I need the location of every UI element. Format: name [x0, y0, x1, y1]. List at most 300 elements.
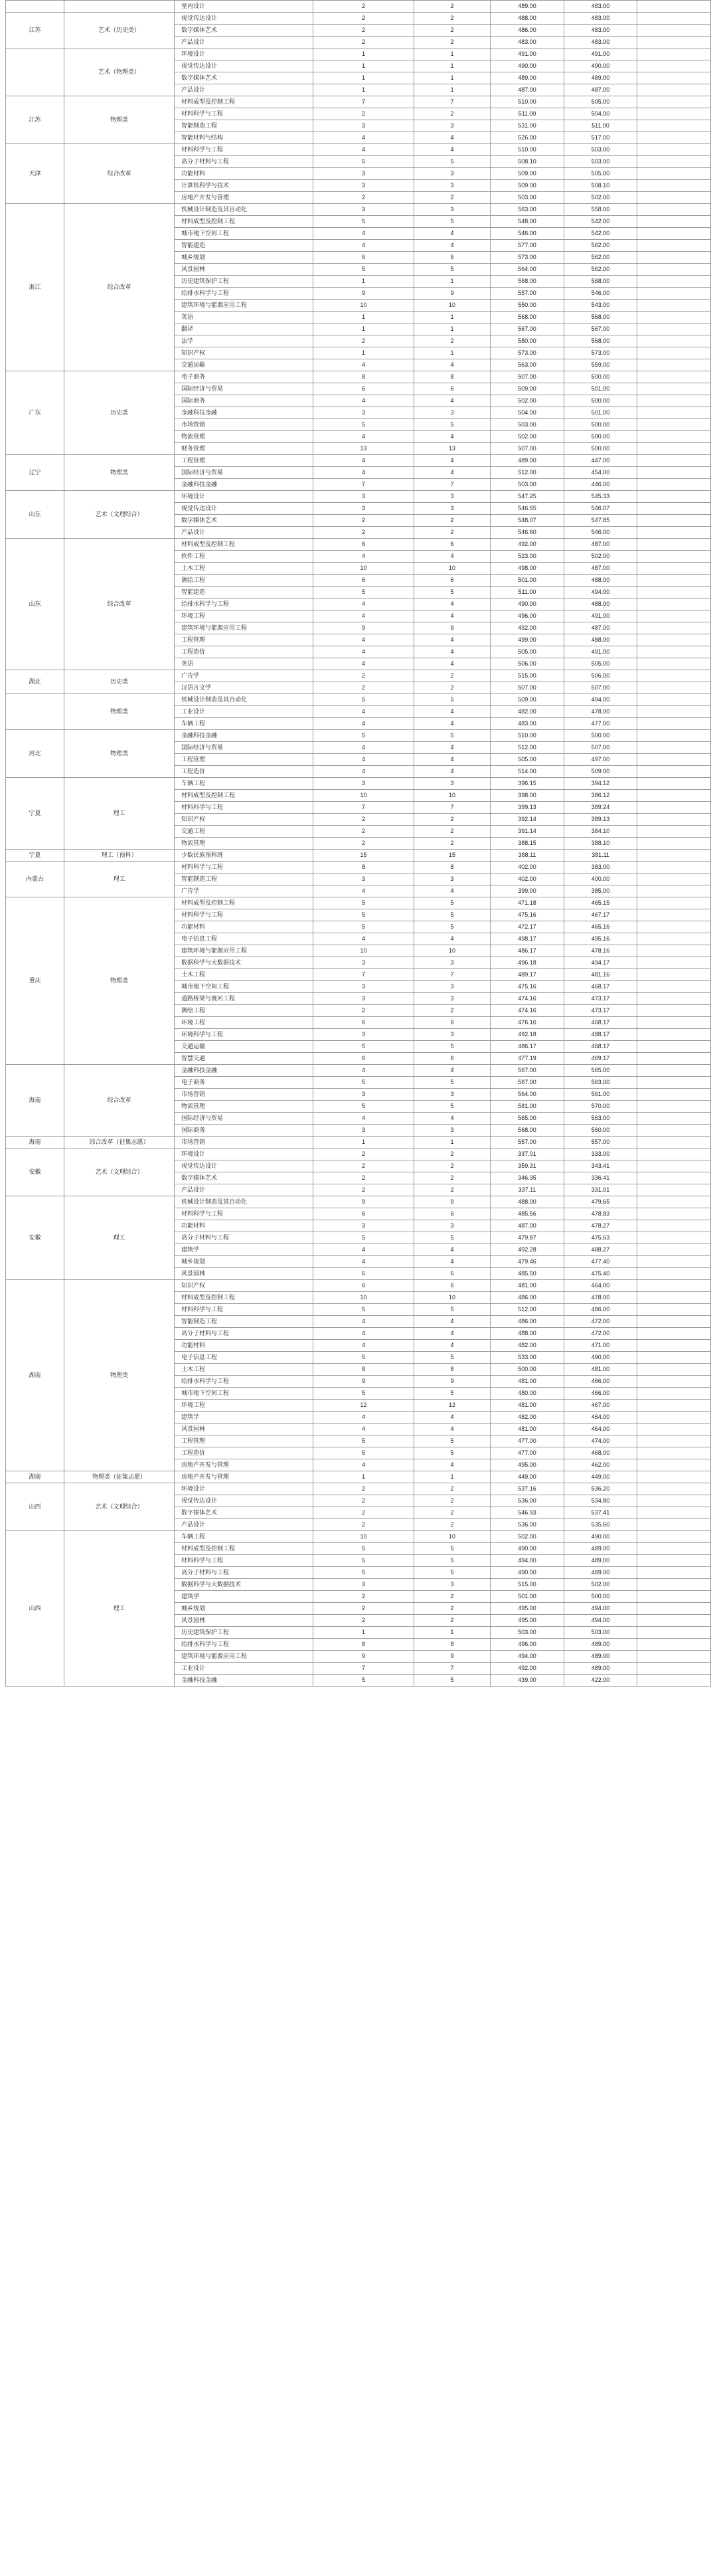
max-score-cell: 511.00: [491, 108, 564, 120]
admitted-count-cell: 6: [414, 252, 491, 264]
max-score-cell: 509.00: [491, 180, 564, 192]
major-name-cell: 工程造价: [175, 766, 313, 778]
major-name-cell: 智能建造: [175, 587, 313, 598]
rank-cell: [637, 1029, 711, 1041]
plan-count-cell: 5: [313, 921, 414, 933]
plan-count-cell: 1: [313, 48, 414, 60]
max-score-cell: 475.16: [491, 981, 564, 993]
plan-count-cell: 1: [313, 276, 414, 288]
admitted-count-cell: 4: [414, 359, 491, 371]
max-score-cell: 359.31: [491, 1160, 564, 1172]
rank-cell: [637, 838, 711, 850]
rank-cell: [637, 1591, 711, 1603]
max-score-cell: 503.00: [491, 1627, 564, 1639]
min-score-cell: 422.00: [564, 1675, 637, 1687]
admitted-count-cell: 4: [414, 1459, 491, 1471]
rank-cell: [637, 1663, 711, 1675]
min-score-cell: 468.17: [564, 1041, 637, 1053]
major-name-cell: 物流管理: [175, 1101, 313, 1113]
admitted-count-cell: 7: [414, 479, 491, 491]
min-score-cell: 560.00: [564, 1125, 637, 1137]
rank-cell: [637, 1412, 711, 1424]
plan-count-cell: 12: [313, 1400, 414, 1412]
min-score-cell: 488.00: [564, 598, 637, 610]
max-score-cell: 490.00: [491, 60, 564, 72]
max-score-cell: 498.00: [491, 563, 564, 575]
admitted-count-cell: 9: [414, 288, 491, 300]
plan-count-cell: 4: [313, 646, 414, 658]
min-score-cell: 568.00: [564, 312, 637, 323]
min-score-cell: 545.33: [564, 491, 637, 503]
rank-cell: [637, 455, 711, 467]
rank-cell: [637, 874, 711, 885]
admitted-count-cell: 4: [414, 706, 491, 718]
max-score-cell: 486.17: [491, 945, 564, 957]
rank-cell: [637, 1065, 711, 1077]
rank-cell: [637, 1208, 711, 1220]
admitted-count-cell: 4: [414, 132, 491, 144]
province-cell: 重庆: [6, 897, 64, 1065]
plan-count-cell: 2: [313, 1519, 414, 1531]
plan-count-cell: 2: [313, 192, 414, 204]
plan-count-cell: 10: [313, 300, 414, 312]
min-score-cell: 464.00: [564, 1412, 637, 1424]
max-score-cell: 507.00: [491, 682, 564, 694]
rank-cell: [637, 1125, 711, 1137]
min-score-cell: 507.00: [564, 682, 637, 694]
major-name-cell: 金融科技金融: [175, 407, 313, 419]
category-cell: 理工: [64, 862, 175, 897]
max-score-cell: 514.00: [491, 766, 564, 778]
major-name-cell: 材料成型及控制工程: [175, 1292, 313, 1304]
rank-cell: [637, 862, 711, 874]
max-score-cell: 499.00: [491, 634, 564, 646]
admitted-count-cell: 2: [414, 814, 491, 826]
max-score-cell: 402.00: [491, 862, 564, 874]
max-score-cell: 503.00: [491, 192, 564, 204]
category-cell: [64, 1, 175, 13]
table-row: [6, 897, 711, 909]
plan-count-cell: 5: [313, 1543, 414, 1555]
max-score-cell: 483.00: [491, 37, 564, 48]
admitted-count-cell: 5: [414, 419, 491, 431]
major-name-cell: 工程管理: [175, 754, 313, 766]
province-cell: 江苏: [6, 13, 64, 48]
rank-cell: [637, 1268, 711, 1280]
major-name-cell: 国际经济与贸易: [175, 467, 313, 479]
plan-count-cell: 4: [313, 1459, 414, 1471]
max-score-cell: 507.00: [491, 371, 564, 383]
plan-count-cell: 5: [313, 587, 414, 598]
plan-count-cell: 5: [313, 1447, 414, 1459]
major-name-cell: 机械设计制造及其自动化: [175, 1196, 313, 1208]
min-score-cell: 542.00: [564, 228, 637, 240]
admitted-count-cell: 4: [414, 1113, 491, 1125]
max-score-cell: 509.00: [491, 694, 564, 706]
major-name-cell: 知识产权: [175, 347, 313, 359]
min-score-cell: 331.01: [564, 1184, 637, 1196]
admitted-count-cell: 2: [414, 13, 491, 25]
major-name-cell: 智能制造工程: [175, 1316, 313, 1328]
admitted-count-cell: 6: [414, 1280, 491, 1292]
rank-cell: [637, 323, 711, 335]
min-score-cell: 487.00: [564, 84, 637, 96]
major-name-cell: 物流管理: [175, 838, 313, 850]
major-name-cell: 功能材料: [175, 1340, 313, 1352]
rank-cell: [637, 228, 711, 240]
admitted-count-cell: 4: [414, 551, 491, 563]
rank-cell: [637, 1160, 711, 1172]
major-name-cell: 建筑环境与能源应用工程: [175, 1651, 313, 1663]
category-cell: 综合改革: [64, 539, 175, 670]
plan-count-cell: 5: [313, 264, 414, 276]
plan-count-cell: 4: [313, 1244, 414, 1256]
plan-count-cell: 10: [313, 790, 414, 802]
major-name-cell: 材料成型及控制工程: [175, 216, 313, 228]
table-row: [6, 204, 711, 216]
min-score-cell: 561.00: [564, 1089, 637, 1101]
min-score-cell: 478.00: [564, 1292, 637, 1304]
rank-cell: [637, 981, 711, 993]
rank-cell: [637, 634, 711, 646]
admitted-count-cell: 4: [414, 933, 491, 945]
min-score-cell: 488.00: [564, 634, 637, 646]
min-score-cell: 505.00: [564, 168, 637, 180]
max-score-cell: 396.15: [491, 778, 564, 790]
table-row: [6, 1471, 711, 1483]
plan-count-cell: 5: [313, 1555, 414, 1567]
admitted-count-cell: 3: [414, 180, 491, 192]
admitted-count-cell: 6: [414, 539, 491, 551]
plan-count-cell: 4: [313, 742, 414, 754]
plan-count-cell: 8: [313, 1639, 414, 1651]
rank-cell: [637, 359, 711, 371]
max-score-cell: 485.56: [491, 1208, 564, 1220]
plan-count-cell: 4: [313, 395, 414, 407]
admitted-count-cell: 5: [414, 909, 491, 921]
admitted-count-cell: 13: [414, 443, 491, 455]
min-score-cell: 535.60: [564, 1519, 637, 1531]
min-score-cell: 388.10: [564, 838, 637, 850]
plan-count-cell: 4: [313, 933, 414, 945]
major-name-cell: 土木工程: [175, 563, 313, 575]
rank-cell: [637, 144, 711, 156]
min-score-cell: 500.00: [564, 443, 637, 455]
rank-cell: [637, 754, 711, 766]
province-cell: 天津: [6, 144, 64, 204]
max-score-cell: 472.17: [491, 921, 564, 933]
max-score-cell: 546.00: [491, 228, 564, 240]
rank-cell: [637, 419, 711, 431]
major-name-cell: 环境设计: [175, 48, 313, 60]
plan-count-cell: 2: [313, 515, 414, 527]
max-score-cell: 477.19: [491, 1053, 564, 1065]
max-score-cell: 488.00: [491, 1196, 564, 1208]
category-cell: 物理类: [64, 455, 175, 491]
max-score-cell: 501.00: [491, 1591, 564, 1603]
plan-count-cell: 4: [313, 455, 414, 467]
plan-count-cell: 5: [313, 897, 414, 909]
plan-count-cell: 13: [313, 443, 414, 455]
admitted-count-cell: 2: [414, 1603, 491, 1615]
rank-cell: [637, 300, 711, 312]
rank-cell: [637, 598, 711, 610]
plan-count-cell: 4: [313, 885, 414, 897]
admitted-count-cell: 6: [414, 1017, 491, 1029]
admitted-count-cell: 3: [414, 1579, 491, 1591]
plan-count-cell: 1: [313, 1137, 414, 1149]
admitted-count-cell: 2: [414, 1519, 491, 1531]
rank-cell: [637, 192, 711, 204]
admitted-count-cell: 3: [414, 993, 491, 1005]
admitted-count-cell: 7: [414, 969, 491, 981]
plan-count-cell: 5: [313, 1352, 414, 1364]
rank-cell: [637, 527, 711, 539]
admitted-count-cell: 1: [414, 84, 491, 96]
min-score-cell: 471.00: [564, 1340, 637, 1352]
rank-cell: [637, 252, 711, 264]
major-name-cell: 给排水科学与工程: [175, 288, 313, 300]
min-score-cell: 491.00: [564, 610, 637, 622]
rank-cell: [637, 933, 711, 945]
min-score-cell: 473.17: [564, 1005, 637, 1017]
admitted-count-cell: 8: [414, 862, 491, 874]
min-score-cell: 489.00: [564, 1651, 637, 1663]
max-score-cell: 557.00: [491, 1137, 564, 1149]
rank-cell: [637, 622, 711, 634]
rank-cell: [637, 96, 711, 108]
major-name-cell: 产品设计: [175, 84, 313, 96]
max-score-cell: 563.00: [491, 204, 564, 216]
min-score-cell: 546.07: [564, 503, 637, 515]
major-name-cell: 建筑学: [175, 1244, 313, 1256]
plan-count-cell: 4: [313, 634, 414, 646]
table-row: [6, 778, 711, 790]
min-score-cell: 481.16: [564, 969, 637, 981]
plan-count-cell: 4: [313, 706, 414, 718]
plan-count-cell: 5: [313, 1304, 414, 1316]
plan-count-cell: 5: [313, 216, 414, 228]
major-name-cell: 视觉传达设计: [175, 503, 313, 515]
max-score-cell: 526.00: [491, 132, 564, 144]
admitted-count-cell: 3: [414, 491, 491, 503]
admitted-count-cell: 1: [414, 347, 491, 359]
min-score-cell: 503.00: [564, 1627, 637, 1639]
table-row: [6, 48, 711, 60]
admitted-count-cell: 9: [414, 1376, 491, 1388]
admitted-count-cell: 4: [414, 610, 491, 622]
major-name-cell: 城乡规划: [175, 1603, 313, 1615]
province-cell: 宁夏: [6, 778, 64, 850]
rank-cell: [637, 921, 711, 933]
province-cell: 海南: [6, 1137, 64, 1149]
rank-cell: [637, 897, 711, 909]
admitted-count-cell: 5: [414, 1352, 491, 1364]
rank-cell: [637, 1292, 711, 1304]
admitted-count-cell: 3: [414, 503, 491, 515]
rank-cell: [637, 539, 711, 551]
min-score-cell: 500.00: [564, 431, 637, 443]
min-score-cell: 468.17: [564, 981, 637, 993]
min-score-cell: 489.00: [564, 1663, 637, 1675]
max-score-cell: 482.00: [491, 1340, 564, 1352]
major-name-cell: 功能材料: [175, 168, 313, 180]
plan-count-cell: 5: [313, 1675, 414, 1687]
major-name-cell: 广告学: [175, 670, 313, 682]
min-score-cell: 477.00: [564, 718, 637, 730]
admitted-count-cell: 2: [414, 1483, 491, 1495]
category-cell: 物理类: [64, 96, 175, 144]
major-name-cell: 市场营销: [175, 1137, 313, 1149]
max-score-cell: 495.00: [491, 1459, 564, 1471]
major-name-cell: 知识产权: [175, 814, 313, 826]
province-cell: [6, 1, 64, 13]
min-score-cell: 546.00: [564, 527, 637, 539]
rank-cell: [637, 1388, 711, 1400]
rank-cell: [637, 742, 711, 754]
table-row: [6, 1531, 711, 1543]
rank-cell: [637, 13, 711, 25]
plan-count-cell: 4: [313, 1065, 414, 1077]
min-score-cell: 389.24: [564, 802, 637, 814]
admitted-count-cell: 4: [414, 742, 491, 754]
major-name-cell: 室内设计: [175, 1, 313, 13]
rank-cell: [637, 1340, 711, 1352]
plan-count-cell: 2: [313, 1615, 414, 1627]
plan-count-cell: 1: [313, 347, 414, 359]
max-score-cell: 548.07: [491, 515, 564, 527]
max-score-cell: 489.00: [491, 1, 564, 13]
province-cell: 江苏: [6, 96, 64, 144]
rank-cell: [637, 575, 711, 587]
category-cell: 艺术（文理综合）: [64, 1149, 175, 1196]
max-score-cell: 388.11: [491, 850, 564, 862]
table-row: [6, 1065, 711, 1077]
admitted-count-cell: 3: [414, 1029, 491, 1041]
min-score-cell: 489.00: [564, 1639, 637, 1651]
admitted-count-cell: 10: [414, 1531, 491, 1543]
admitted-count-cell: 4: [414, 455, 491, 467]
plan-count-cell: 3: [313, 981, 414, 993]
major-name-cell: 城市地下空间工程: [175, 981, 313, 993]
major-name-cell: 电子信息工程: [175, 933, 313, 945]
max-score-cell: 391.14: [491, 826, 564, 838]
admitted-count-cell: 5: [414, 587, 491, 598]
min-score-cell: 501.00: [564, 383, 637, 395]
min-score-cell: 504.00: [564, 108, 637, 120]
min-score-cell: 502.00: [564, 192, 637, 204]
max-score-cell: 471.18: [491, 897, 564, 909]
rank-cell: [637, 1017, 711, 1029]
max-score-cell: 510.00: [491, 730, 564, 742]
min-score-cell: 449.00: [564, 1471, 637, 1483]
rank-cell: [637, 1137, 711, 1149]
min-score-cell: 467.17: [564, 909, 637, 921]
min-score-cell: 557.00: [564, 1137, 637, 1149]
admitted-count-cell: 1: [414, 276, 491, 288]
max-score-cell: 505.00: [491, 646, 564, 658]
admitted-count-cell: 2: [414, 1172, 491, 1184]
min-score-cell: 500.00: [564, 730, 637, 742]
rank-cell: [637, 1400, 711, 1412]
max-score-cell: 496.00: [491, 610, 564, 622]
min-score-cell: 562.00: [564, 264, 637, 276]
admitted-count-cell: 5: [414, 694, 491, 706]
plan-count-cell: 2: [313, 1591, 414, 1603]
rank-cell: [637, 1005, 711, 1017]
category-cell: 理工（预科）: [64, 850, 175, 862]
plan-count-cell: 5: [313, 1567, 414, 1579]
max-score-cell: 479.46: [491, 1256, 564, 1268]
admitted-count-cell: 3: [414, 120, 491, 132]
plan-count-cell: 10: [313, 563, 414, 575]
max-score-cell: 492.28: [491, 1244, 564, 1256]
table-row: [6, 1483, 711, 1495]
min-score-cell: 568.00: [564, 276, 637, 288]
max-score-cell: 577.00: [491, 240, 564, 252]
admitted-count-cell: 1: [414, 60, 491, 72]
major-name-cell: 机械设计制造及其自动化: [175, 694, 313, 706]
table-row: [6, 144, 711, 156]
province-cell: 海南: [6, 1065, 64, 1137]
admitted-count-cell: 5: [414, 1388, 491, 1400]
max-score-cell: 496.18: [491, 957, 564, 969]
max-score-cell: 536.00: [491, 1519, 564, 1531]
category-cell: 物理类: [64, 730, 175, 778]
max-score-cell: 531.00: [491, 120, 564, 132]
max-score-cell: 388.15: [491, 838, 564, 850]
max-score-cell: 565.00: [491, 1113, 564, 1125]
min-score-cell: 333.00: [564, 1149, 637, 1160]
min-score-cell: 488.17: [564, 1029, 637, 1041]
min-score-cell: 454.00: [564, 467, 637, 479]
max-score-cell: 505.00: [491, 754, 564, 766]
table-row: [6, 850, 711, 862]
min-score-cell: 486.00: [564, 1304, 637, 1316]
admitted-count-cell: 4: [414, 1256, 491, 1268]
admitted-count-cell: 4: [414, 1412, 491, 1424]
plan-count-cell: 2: [313, 25, 414, 37]
min-score-cell: 517.00: [564, 132, 637, 144]
rank-cell: [637, 1567, 711, 1579]
max-score-cell: 508.10: [491, 156, 564, 168]
rank-cell: [637, 694, 711, 706]
admitted-count-cell: 2: [414, 1160, 491, 1172]
plan-count-cell: 4: [313, 551, 414, 563]
rank-cell: [637, 1483, 711, 1495]
major-name-cell: 材料科学与工程: [175, 108, 313, 120]
min-score-cell: 495.16: [564, 933, 637, 945]
plan-count-cell: 6: [313, 1053, 414, 1065]
rank-cell: [637, 383, 711, 395]
major-name-cell: 机械设计制造及其自动化: [175, 204, 313, 216]
min-score-cell: 546.00: [564, 288, 637, 300]
major-name-cell: 车辆工程: [175, 718, 313, 730]
major-name-cell: 视觉传达设计: [175, 1160, 313, 1172]
min-score-cell: 503.00: [564, 156, 637, 168]
rank-cell: [637, 1531, 711, 1543]
rank-cell: [637, 443, 711, 455]
rank-cell: [637, 1352, 711, 1364]
rank-cell: [637, 826, 711, 838]
max-score-cell: 512.00: [491, 742, 564, 754]
plan-count-cell: 2: [313, 1160, 414, 1172]
major-name-cell: 视觉传达设计: [175, 60, 313, 72]
min-score-cell: 481.00: [564, 1364, 637, 1376]
admitted-count-cell: 6: [414, 1268, 491, 1280]
max-score-cell: 573.00: [491, 252, 564, 264]
major-name-cell: 环境工程: [175, 1400, 313, 1412]
